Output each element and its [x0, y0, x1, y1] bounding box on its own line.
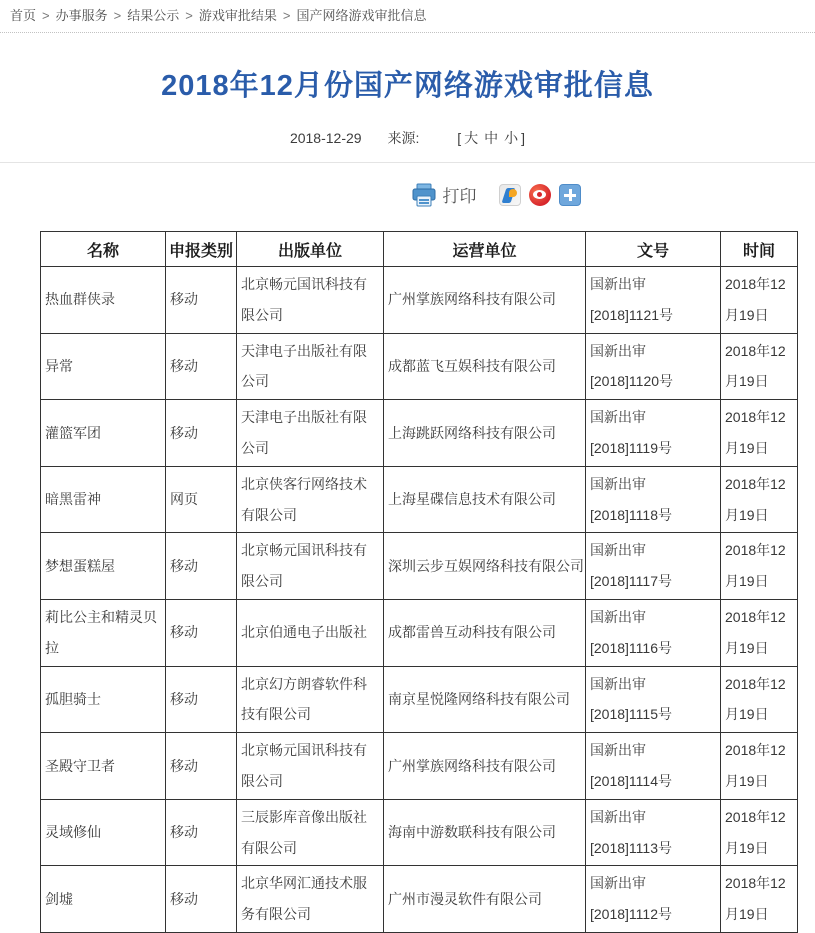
table-row: [41, 799, 798, 866]
font-size-small-button[interactable]: 小: [504, 130, 519, 146]
cell-operator: 广州市漫灵软件有限公司: [384, 866, 586, 933]
cell-category: 移动: [166, 733, 237, 800]
print-button[interactable]: 打印: [442, 187, 477, 206]
table-row: [41, 866, 798, 933]
breadcrumb-separator: >: [282, 8, 291, 23]
cell-category: 移动: [166, 866, 237, 933]
breadcrumb-services[interactable]: 办事服务: [55, 8, 108, 23]
table-row: [41, 333, 798, 400]
cell-doc-no: [586, 733, 721, 800]
cell-game-name: 暗黑雷神: [41, 466, 166, 533]
bracket-open: [: [457, 130, 462, 146]
doc-no-line2: [2018]1113号: [590, 839, 672, 856]
cell-publisher: 三辰影库音像出版社有限公司: [237, 799, 384, 866]
doc-no-line1: 国新出审: [590, 808, 646, 825]
doc-no-line2: [2018]1117号: [590, 573, 672, 590]
column-header-operator: 运营单位: [384, 232, 586, 267]
cell-game-name: 孤胆骑士: [41, 666, 166, 733]
tencent-weibo-share-icon[interactable]: [499, 184, 521, 206]
doc-no-line2: [2018]1114号: [590, 772, 672, 789]
cell-operator: 成都蓝飞互娱科技有限公司: [384, 333, 586, 400]
cell-operator: 上海星碟信息技术有限公司: [384, 466, 586, 533]
cell-operator: 上海跳跃网络科技有限公司: [384, 400, 586, 467]
doc-no-line2: [2018]1120号: [590, 373, 674, 390]
breadcrumb-separator: >: [113, 8, 122, 23]
cell-category: 移动: [166, 333, 237, 400]
cell-doc-no: [586, 666, 721, 733]
cell-doc-no: [586, 466, 721, 533]
doc-no-line1: 国新出审: [590, 276, 646, 292]
cell-publisher: 北京伯通电子出版社: [237, 599, 384, 666]
cell-date: 2018年12月19日: [721, 466, 798, 533]
cell-date: 2018年12月19日: [721, 400, 798, 467]
breadcrumb-current-page: 国产网络游戏审批信息: [296, 8, 427, 23]
sina-weibo-share-icon[interactable]: [529, 184, 551, 206]
column-header-date: 时间: [721, 232, 798, 267]
doc-no-line1: 国新出审: [590, 409, 646, 426]
doc-no-line1: 国新出审: [590, 742, 646, 759]
table-row: [41, 466, 798, 533]
table-row: [41, 533, 798, 600]
cell-game-name: 热血群侠录: [41, 267, 166, 334]
column-header-doc-no: 文号: [586, 232, 721, 267]
cell-category: 移动: [166, 599, 237, 666]
cell-publisher: 北京畅元国讯科技有限公司: [237, 733, 384, 800]
bracket-close: ]: [521, 130, 526, 146]
cell-date: 2018年12月19日: [721, 733, 798, 800]
breadcrumb-game-approval[interactable]: 游戏审批结果: [198, 8, 277, 23]
doc-no-line2: [2018]1119号: [590, 439, 672, 456]
cell-operator: 深圳云步互娱网络科技有限公司: [384, 533, 586, 600]
table-row: [41, 666, 798, 733]
breadcrumb-separator: >: [42, 8, 50, 23]
cell-game-name: 灌篮军团: [41, 400, 166, 467]
cell-date: 2018年12月19日: [721, 666, 798, 733]
column-header-publisher: 出版单位: [237, 232, 384, 267]
cell-game-name: 圣殿守卫者: [41, 733, 166, 800]
cell-doc-no: [586, 400, 721, 467]
cell-game-name: 莉比公主和精灵贝拉: [41, 599, 166, 666]
cell-publisher: 天津电子出版社有限公司: [237, 400, 384, 467]
table-row: [41, 733, 798, 800]
page-title: 2018年12月份国产网络游戏审批信息: [161, 70, 654, 102]
share-more-plus-icon[interactable]: [559, 184, 581, 206]
doc-no-line1: 国新出审: [590, 542, 646, 559]
breadcrumb-results[interactable]: 结果公示: [127, 8, 180, 23]
font-size-large-button[interactable]: 大: [464, 130, 479, 146]
cell-category: 移动: [166, 400, 237, 467]
cell-date: 2018年12月19日: [721, 533, 798, 600]
cell-operator: 海南中游数联科技有限公司: [384, 799, 586, 866]
table-header-row: [41, 232, 798, 267]
cell-operator: 南京星悦隆网络科技有限公司: [384, 666, 586, 733]
doc-no-line2: [2018]1115号: [590, 706, 672, 723]
cell-date: 2018年12月19日: [721, 866, 798, 933]
cell-game-name: 灵域修仙: [41, 799, 166, 866]
table-row: [41, 267, 798, 334]
cell-category: 移动: [166, 666, 237, 733]
cell-doc-no: [586, 866, 721, 933]
cell-publisher: 北京畅元国讯科技有限公司: [237, 533, 384, 600]
print-share-bar: [0, 163, 815, 231]
cell-category: 移动: [166, 799, 237, 866]
approval-table: [40, 231, 798, 933]
font-size-controls: [457, 130, 525, 146]
doc-no-line1: 国新出审: [590, 675, 646, 692]
cell-category: 移动: [166, 533, 237, 600]
cell-doc-no: [586, 533, 721, 600]
cell-game-name: 梦想蛋糕屋: [41, 533, 166, 600]
source-label: 来源:: [387, 130, 420, 146]
cell-publisher: 北京侠客行网络技术有限公司: [237, 466, 384, 533]
cell-publisher: 北京畅元国讯科技有限公司: [237, 267, 384, 334]
breadcrumb-separator: >: [185, 8, 193, 23]
doc-no-line1: 国新出审: [590, 342, 646, 359]
doc-no-line1: 国新出审: [590, 475, 646, 492]
cell-date: 2018年12月19日: [721, 333, 798, 400]
cell-category: 移动: [166, 267, 237, 334]
cell-doc-no: [586, 599, 721, 666]
cell-date: 2018年12月19日: [721, 599, 798, 666]
cell-publisher: 天津电子出版社有限公司: [237, 333, 384, 400]
cell-game-name: 剑墟: [41, 866, 166, 933]
cell-publisher: 北京幻方朗睿软件科技有限公司: [237, 666, 384, 733]
publish-date: 2018-12-29: [289, 130, 362, 146]
cell-doc-no: [586, 333, 721, 400]
cell-date: 2018年12月19日: [721, 267, 798, 334]
column-header-name: 名称: [41, 232, 166, 267]
font-size-medium-button[interactable]: 中: [484, 130, 499, 146]
breadcrumb-home[interactable]: 首页: [10, 8, 37, 23]
cell-doc-no: [586, 799, 721, 866]
cell-publisher: 北京华网汇通技术服务有限公司: [237, 866, 384, 933]
doc-no-line1: 国新出审: [590, 608, 646, 625]
doc-no-line2: [2018]1112号: [590, 906, 672, 923]
cell-operator: 成都雷兽互动科技有限公司: [384, 599, 586, 666]
doc-no-line1: 国新出审: [590, 875, 646, 892]
doc-no-line2: [2018]1121号: [590, 306, 674, 323]
cell-doc-no: [586, 267, 721, 334]
cell-category: 网页: [166, 466, 237, 533]
cell-operator: 广州掌族网络科技有限公司: [384, 733, 586, 800]
cell-operator: 广州掌族网络科技有限公司: [384, 267, 586, 334]
column-header-category: 申报类别: [166, 232, 237, 267]
table-row: [41, 400, 798, 467]
cell-date: 2018年12月19日: [721, 799, 798, 866]
breadcrumb: [0, 0, 815, 33]
doc-no-line2: [2018]1116号: [590, 639, 672, 656]
article-meta: [0, 128, 815, 163]
doc-no-line2: [2018]1118号: [590, 506, 672, 523]
table-row: [41, 599, 798, 666]
printer-icon[interactable]: [411, 183, 437, 207]
cell-game-name: 异常: [41, 333, 166, 400]
